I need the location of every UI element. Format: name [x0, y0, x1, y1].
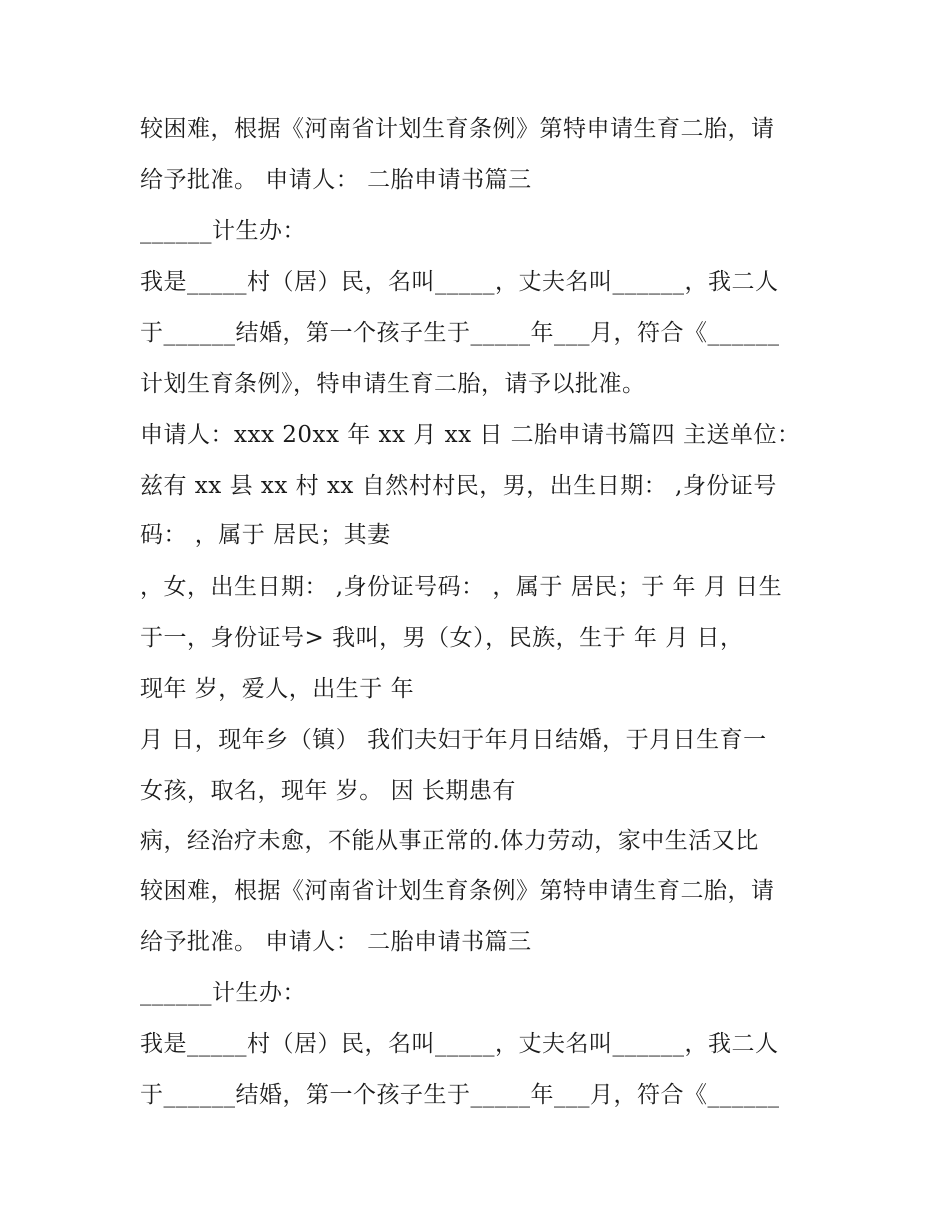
- text-line: ，女，出生日期： ,身份证号码： ，属于 居民；于 年 月 日生: [140, 574, 783, 600]
- text-line: 码： ，属于 居民；其妻: [140, 522, 391, 548]
- text-line: 现年 岁，爱人，出生于 年: [140, 676, 415, 702]
- text-line: 病，经治疗未愈，不能从事正常的.体力劳动，家中生活又比: [140, 828, 759, 854]
- text-line: 较困难，根据《河南省计划生育条例》第特申请生育二胎，请: [140, 878, 775, 904]
- text-line: ______计生办：: [140, 980, 306, 1006]
- text-line: 我是_____村（居）民，名叫_____，丈夫名叫______，我二人: [140, 269, 779, 295]
- text-line: 于______结婚，第一个孩子生于_____年___月，符合《______: [140, 320, 780, 346]
- text-line: 于一，身份证号> 我叫，男（女），民族，生于 年 月 日，: [140, 625, 744, 651]
- text-line: 给予批准。 申请人： 二胎申请书篇三: [140, 167, 532, 193]
- text-line: 兹有 xx 县 xx 村 xx 自然村村民，男，出生日期： ,身份证号: [140, 473, 777, 499]
- text-line: 女孩，取名，现年 岁。 因 长期患有: [140, 778, 516, 804]
- text-line: 给予批准。 申请人： 二胎申请书篇三: [140, 929, 532, 955]
- text-line: 申请人：xxx 20xx 年 xx 月 xx 日 二胎申请书篇四 主送单位：: [140, 422, 801, 448]
- text-line: ______计生办：: [140, 218, 306, 244]
- text-line: 月 日，现年乡（镇） 我们夫妇于年月日结婚，于月日生育一: [140, 727, 767, 753]
- text-line: 计划生育条例》，特申请生育二胎，请予以批准。: [140, 371, 646, 397]
- text-line: 于______结婚，第一个孩子生于_____年___月，符合《______: [140, 1082, 780, 1108]
- text-line: 我是_____村（居）民，名叫_____，丈夫名叫______，我二人: [140, 1031, 779, 1057]
- text-line: 较困难，根据《河南省计划生育条例》第特申请生育二胎，请: [140, 116, 775, 142]
